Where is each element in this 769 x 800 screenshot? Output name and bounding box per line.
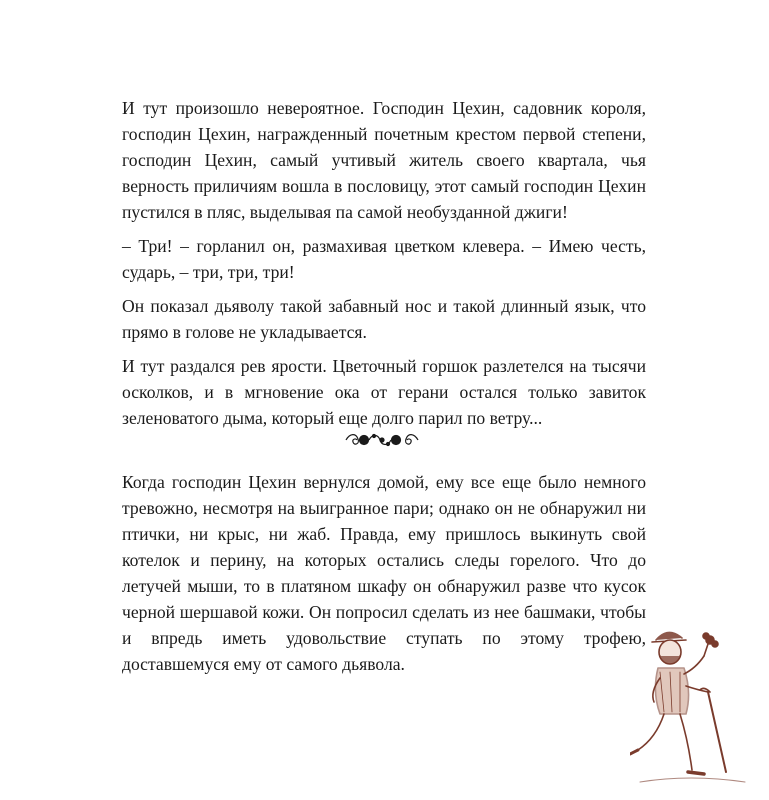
paragraph: И тут раздался рев ярости. Цветочный горшок разлетелся на тысячи осколков, и в мгновение ока от герани остался только завиток зеленоватого дыма, который еще долго парил по ветру... <box>122 356 646 428</box>
running-man-with-cane-icon <box>630 622 756 792</box>
paragraph: Когда господин Цехин вернулся домой, ему все еще было немного тревожно, несмотря на выигранное пари; однако он не обнаружил ни птички, ни крыс, ни жаб. Правда, ему пришлось выкинуть свой котелок и перину, на которых остались следы горелого. Что до летучей мыши, то в платяном шкафу он обнаружил разве что кусок черной шершавой кожи. Он попросил сделать из нее башмаки, чтобы и впредь иметь удовольствие ступать по этому трофею, доставшемуся ему от самого дьявола. <box>122 472 646 674</box>
text-section-1 <box>122 95 646 431</box>
text-section-2 <box>122 469 646 677</box>
paragraph: – Три! – горланил он, размахивая цветком клевера. – Имею честь, сударь, – три, три, три! <box>122 236 646 282</box>
decorative-flourish-icon <box>344 431 420 449</box>
paragraph: И тут произошло невероятное. Господин Цехин, садовник короля, господин Цехин, награжденный почетным крестом первой степени, господин Цехин, самый учтивый житель своего квартала, чья верность приличиям вошла в пословицу, этот самый господин Цехин пустился в пляс, выделывая па самой необузданной джиги! <box>122 98 646 222</box>
paragraph: Он показал дьяволу такой забавный нос и такой длинный язык, что прямо в голове не укладывается. <box>122 296 646 342</box>
